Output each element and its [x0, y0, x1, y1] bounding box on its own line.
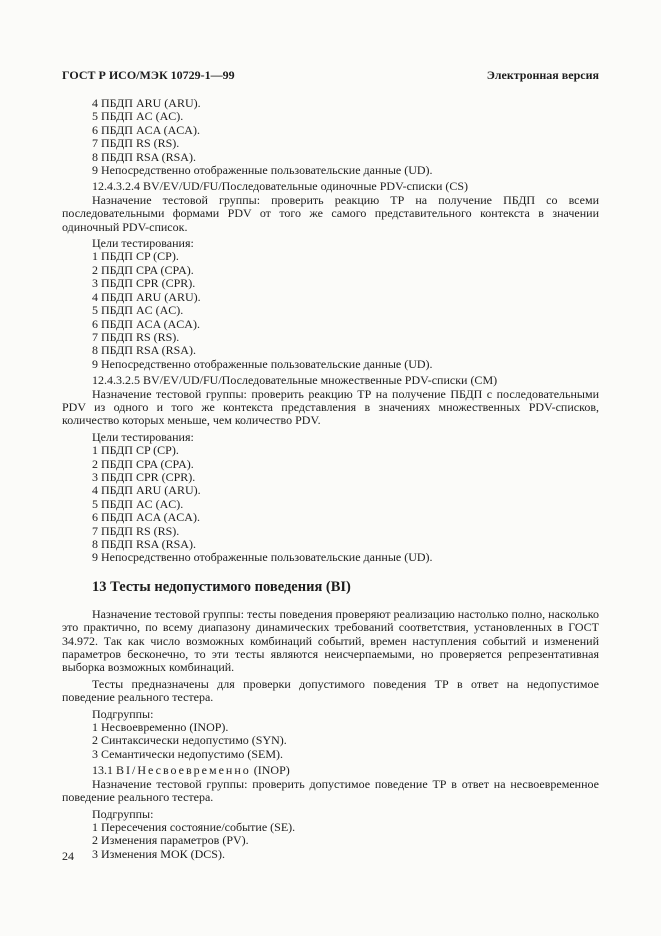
paragraph-cm-purpose: Назначение тестовой группы: проверить реакцию ТР на получение ПБДП с последовательными PDV из одного и того же контекста представления в значениях множественных PDV-списков, количество которых меньше, чем количество PDV. — [62, 386, 599, 428]
paragraph-13-tests: Тесты предназначены для проверки допустимого поведения ТР в ответ на недопустимое поведение реального тестера. — [62, 676, 599, 705]
list-item: 5 ПБДП AC (AC). — [92, 303, 184, 318]
list-item: 2 ПБДП CPA (CPA). — [92, 262, 194, 277]
paragraph-13-1-purpose: Назначение тестовой группы: проверить допустимое поведение ТР в ответ на несвоевременное поведение реального тестера. — [62, 776, 599, 805]
paragraph-cs-purpose: Назначение тестовой группы: проверить реакцию ТР на получение ПБДП со всеми последовательными формами PDV от того же самого представительного контекста в значении одиночный PDV-список. — [62, 192, 599, 234]
list-item: 6 ПБДП ACA (ACA). — [92, 122, 200, 137]
section-heading-13: 13 Тесты недопустимого поведения (BI) — [92, 578, 351, 595]
list-item: 9 Непосредственно отображенные пользовательские данные (UD). — [92, 163, 433, 178]
subgroups-list-13 — [62, 721, 599, 761]
list-item: 2 ПБДП CPA (CPA). — [92, 456, 194, 471]
list-item: 6 ПБДП ACA (ACA). — [92, 316, 200, 331]
page-body — [62, 97, 599, 861]
list-item: 3 Семантически недопустимо (SEM). — [92, 746, 284, 761]
list-item: 7 ПБДП RS (RS). — [92, 523, 180, 538]
list-item: 3 ПБДП CPR (CPR). — [92, 276, 196, 291]
goals-list-cm — [62, 444, 599, 565]
list-item: 8 ПБДП RSA (RSA). — [92, 149, 196, 164]
list-item: 1 ПБДП CP (CP). — [92, 249, 179, 264]
subsection-heading-cm: 12.4.3.2.5 BV/EV/UD/FU/Последовательные множественные PDV-списки (CM) — [92, 373, 498, 388]
list-item: 6 ПБДП ACA (ACA). — [92, 510, 200, 525]
list-item: 9 Непосредственно отображенные пользовательские данные (UD). — [92, 356, 433, 371]
subsection-heading-13-1 — [62, 764, 599, 777]
list-item: 5 ПБДП AC (AC). — [92, 496, 184, 511]
list-item: 7 ПБДП RS (RS). — [92, 136, 180, 151]
subsection-number: 13.1 — [92, 763, 113, 778]
list-continued — [62, 97, 599, 177]
list-item: 9 Непосредственно отображенные пользовательские данные (UD). — [92, 550, 433, 565]
subgroups-label: Подгруппы: — [92, 706, 154, 721]
list-item: 2 Синтаксически недопустимо (SYN). — [92, 733, 287, 748]
list-item: 7 ПБДП RS (RS). — [92, 329, 180, 344]
paragraph-13-purpose: Назначение тестовой группы: тесты поведения проверяют реализацию настолько полно, насколько это практично, по всему диапазону динамических требований соответствия, установленных в ГОСТ 34.972. Так как число возможных комбинаций событий, времен наступления событий и изменений параметров бесконечно, то эти тесты являются неисчерпаемыми, но проверяется репрезентативная выборка возможных комбинаций. — [62, 606, 599, 675]
subgroups-list-13-1 — [62, 821, 599, 861]
list-item: 3 Изменения МОК (DCS). — [92, 846, 225, 861]
list-item: 1 ПБДП CP (CP). — [92, 443, 179, 458]
goals-label: Цели тестирования: — [92, 429, 194, 444]
standard-designation: ГОСТ Р ИСО/МЭК 10729-1—99 — [62, 68, 235, 82]
list-item: 1 Несвоевременно (INOP). — [92, 720, 229, 735]
goals-list-cs — [62, 250, 599, 371]
edition-label: Электронная версия — [486, 68, 599, 82]
goals-label: Цели тестирования: — [92, 236, 194, 251]
list-item: 1 Пересечения состояние/событие (SE). — [92, 819, 296, 834]
list-item: 4 ПБДП ARU (ARU). — [92, 289, 201, 304]
subsection-title: BI/Несвоевременно — [116, 763, 251, 778]
list-item: 2 Изменения параметров (PV). — [92, 833, 249, 848]
list-item: 4 ПБДП ARU (ARU). — [92, 483, 201, 498]
subsection-heading-cs: 12.4.3.2.4 BV/EV/UD/FU/Последовательные одиночные PDV-списки (CS) — [92, 179, 469, 194]
subgroups-label: Подгруппы: — [92, 806, 154, 821]
page-number: 24 — [62, 849, 74, 863]
list-item: 8 ПБДП RSA (RSA). — [92, 343, 196, 358]
list-item: 5 ПБДП AC (AC). — [92, 109, 184, 124]
list-item: 4 ПБДП ARU (ARU). — [92, 96, 201, 110]
subsection-code: (INOP) — [253, 763, 290, 778]
list-item: 8 ПБДП RSA (RSA). — [92, 537, 196, 551]
list-item: 3 ПБДП CPR (CPR). — [92, 469, 196, 484]
